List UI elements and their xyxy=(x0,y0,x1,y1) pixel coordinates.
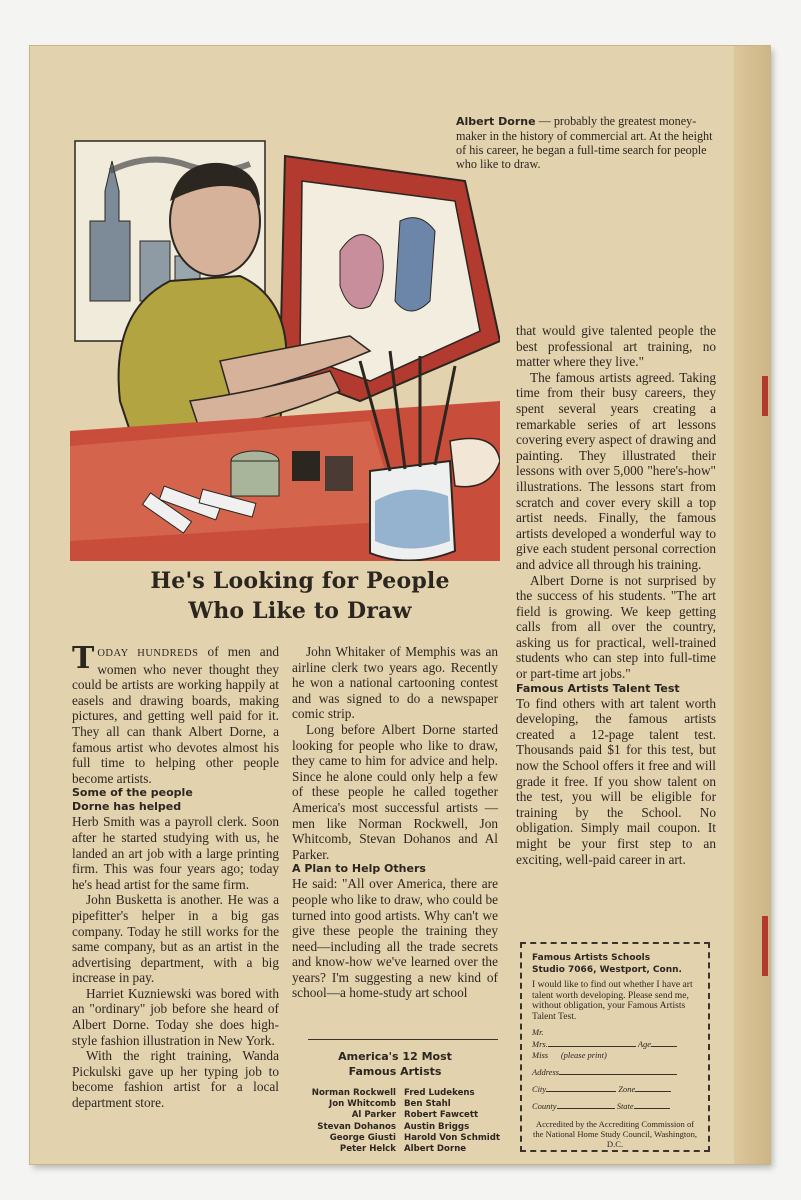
artist-name: Ben Stahl xyxy=(404,1099,451,1110)
field-label: Zone xyxy=(618,1084,636,1095)
caption-text: — probably the greatest money-maker in the history of commercial art. At the height of his career, he began a full-time search for people who like to draw. xyxy=(456,114,713,171)
headline xyxy=(100,566,500,626)
county-line[interactable] xyxy=(557,1100,615,1109)
subheading-line: Dorne has helped xyxy=(72,800,182,814)
subheading: Famous Artists Talent Test xyxy=(516,681,680,695)
famous-title-line: America's 12 Most xyxy=(338,1050,452,1063)
field-label: State xyxy=(616,1101,634,1112)
subheading: A Plan to Help Others xyxy=(292,862,426,876)
paragraph: John Whitaker of Memphis was an airline clerk two years ago. Recently he won a national cartooning contest and was signed to do a newspaper comic strip. xyxy=(292,644,498,722)
paragraph-text: of men and women who never thought they could be artists are working happily at easels and drawing boards, making pictures, and getting well paid for it. They all can thank Albert Dorne, a famous artist who devotes almost his full time to helping other people become artists. xyxy=(72,644,279,786)
artist-name: Peter Helck xyxy=(339,1144,396,1155)
paragraph: that would give talented people the best professional art training, no matter where they live." xyxy=(516,323,716,370)
paragraph: Long before Albert Dorne started looking for people who like to draw, they came to him for advice and help. Since he alone could only help a few of these people he called together America's most successful artists —men like Norman Rockwell, Jon Whitcomb, Stevan Dohanos and Al Parker. xyxy=(292,721,498,862)
coupon-address-field[interactable] xyxy=(532,1066,698,1078)
artist-name: Fred Ludekens xyxy=(404,1088,475,1098)
state-line[interactable] xyxy=(634,1100,670,1109)
artist-illustration xyxy=(70,101,500,561)
illustration-caption xyxy=(456,114,716,171)
comic-back-cover xyxy=(30,46,770,1164)
paragraph: Harriet Kuzniewski was bored with an "ordinary" job before she heard of Albert Dorne. Today she does high-style fashion illustration in New York. xyxy=(72,985,279,1048)
mail-coupon[interactable] xyxy=(520,942,710,1152)
paragraph: Albert Dorne is not surprised by the success of his students. "The art field is growing. We keep getting calls from all over the country, asking us for practical, well-trained students who can step into full-time or part-time art jobs." xyxy=(516,572,716,682)
paragraph: The famous artists agreed. Taking time from their busy careers, they spent several years creating a remarkable series of art lessons covering every aspect of drawing and painting. They illustrated their lessons with over 5,000 "here's-how" illustrations. The lessons start from scratch and cover every skill a top artist needs. Finally, the famous artists developed a wonderful way to give each student personal correction and advice all through his training. xyxy=(516,369,716,572)
drop-cap: T xyxy=(72,641,95,676)
field-label: Age xyxy=(637,1039,652,1050)
field-label: City xyxy=(532,1084,547,1095)
accreditation-note: Accredited by the Accrediting Commission of the National Home Study Council, Washington, D.C. xyxy=(532,1119,698,1149)
subheading-line: Some of the people xyxy=(72,786,193,800)
famous-artists-title xyxy=(292,1049,498,1079)
paragraph: Herb Smith was a payroll clerk. Soon after he started studying with us, he landed an art job with a large printing firm. This was four years ago; today he's head artist for the same firm. xyxy=(72,814,279,892)
coupon-county-field[interactable] xyxy=(532,1100,698,1112)
artist-name: Norman Rockwell xyxy=(311,1088,396,1098)
paragraph: With the right training, Wanda Pickulski gave up her typing job to become fashion artist for a local department store. xyxy=(72,1048,279,1111)
artist-name: Robert Fawcett xyxy=(404,1110,479,1121)
article-column-2 xyxy=(292,644,498,1001)
coupon-address: Studio 7066, Westport, Conn. xyxy=(532,965,682,975)
coupon-school: Famous Artists Schools xyxy=(532,953,651,963)
headline-line-1: He's Looking for People xyxy=(150,568,450,594)
field-hint: (please print) xyxy=(560,1050,607,1061)
famous-title-line: Famous Artists xyxy=(348,1065,442,1078)
divider xyxy=(308,1039,498,1040)
zone-line[interactable] xyxy=(635,1083,671,1092)
paragraph: To find others with art talent worth developing, the famous artists created a 12-page talent test. Thousands paid $1 for this test, but now the School offers it free and will grade it free. If you show talent on the test, you will be eligible for training by the School. No obligation. Simply mail coupon. It might be your first step to an exciting, well-paid career in art. xyxy=(516,695,716,867)
spine-edge xyxy=(734,46,770,1164)
article-column-1 xyxy=(72,641,279,1111)
edge-wear xyxy=(762,916,768,976)
artist-name: George Giusti xyxy=(329,1132,396,1143)
artist-name: Jon Whitcomb xyxy=(329,1099,396,1110)
paragraph: John Busketta is another. He was a pipefitter's helper in a big gas company. Today he still works for the same company, but as an artist in the advertising department, with a big increase in pay. xyxy=(72,892,279,986)
artist-name: Albert Dorne xyxy=(404,1144,467,1155)
name-line[interactable] xyxy=(548,1038,636,1047)
coupon-name-field[interactable] xyxy=(532,1027,698,1061)
address-line[interactable] xyxy=(559,1066,677,1075)
artist-name: Stevan Dohanos xyxy=(317,1121,396,1132)
paragraph xyxy=(72,641,279,786)
field-label: Mr. xyxy=(532,1027,544,1038)
famous-artists-list xyxy=(280,1088,520,1155)
small-caps-lead: ODAY HUNDREDS xyxy=(97,648,199,659)
article-column-3 xyxy=(516,323,716,867)
caption-name: Albert Dorne xyxy=(456,115,536,128)
artist-name: Austin Briggs xyxy=(404,1121,470,1132)
field-label: Address xyxy=(532,1067,560,1078)
field-label: Mrs. xyxy=(532,1039,548,1050)
city-line[interactable] xyxy=(546,1083,616,1092)
age-line[interactable] xyxy=(651,1038,677,1047)
artist-name: Al Parker xyxy=(351,1110,396,1121)
edge-wear xyxy=(762,376,768,416)
headline-line-2: Who Like to Draw xyxy=(188,598,412,624)
paragraph: He said: "All over America, there are people who like to draw, who could be turned into good artists. Why can't we give these people the training they need—including all the trade secrets and know-how we've learned over the years? I'm suggesting a new kind of school—a home-study art school xyxy=(292,876,498,1001)
field-label: Miss xyxy=(532,1050,549,1061)
subheading xyxy=(72,786,279,814)
artist-name: Harold Von Schmidt xyxy=(404,1132,500,1143)
field-label: County xyxy=(532,1101,557,1112)
coupon-body: I would like to find out whether I have art talent worth developing. Please send me, without obligation, your Famous Artists Talent Test. xyxy=(532,979,693,1022)
coupon-city-field[interactable] xyxy=(532,1083,698,1095)
